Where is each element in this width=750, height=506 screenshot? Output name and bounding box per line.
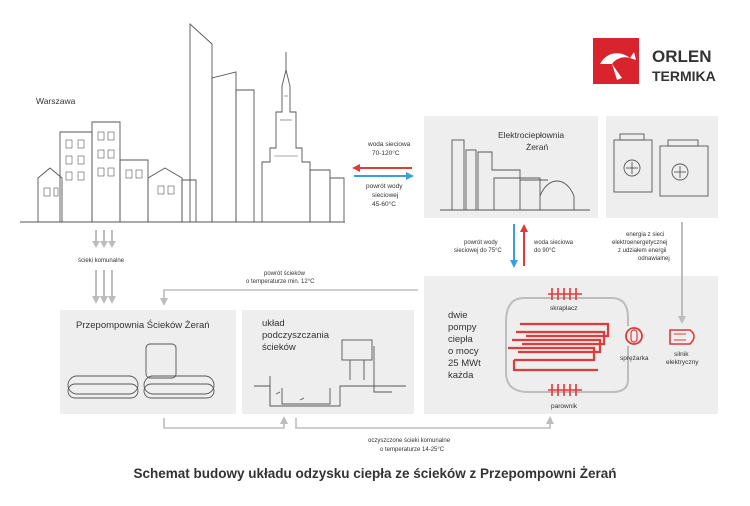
pumps-text-3: ciepła xyxy=(448,334,473,345)
city-label: Warszawa xyxy=(36,96,76,106)
pump-supply-label-2: do 90°C xyxy=(534,248,556,254)
grid-label-1: energia z sieci xyxy=(626,232,665,238)
motor-label-1: silnik xyxy=(674,351,689,358)
return-sewage-label-2: o temperaturze min. 12°C xyxy=(246,279,315,285)
orlen-logo-mark xyxy=(593,38,639,84)
treatment-title-3: ścieków xyxy=(262,342,296,353)
condenser-label: skraplacz xyxy=(550,305,578,312)
plant-title-1: Elektrociepłownia xyxy=(498,130,565,140)
pump-water-arrows xyxy=(510,224,528,268)
station-to-treatment-arrow xyxy=(164,416,288,428)
city-illustration xyxy=(20,24,345,222)
pump-return-label-2: sieciowej do 75°C xyxy=(454,248,502,254)
pumps-text-4: o mocy xyxy=(448,346,479,357)
pumps-text-2: pompy xyxy=(448,322,477,333)
treatment-title-1: układ xyxy=(262,318,285,329)
logo-sub: TERMIKA xyxy=(652,68,716,84)
pump-return-label-1: powrót wody xyxy=(464,240,498,246)
return-sewage-label-1: powrót ścieków xyxy=(264,271,306,277)
return-water-label-3: 45-60°C xyxy=(372,201,396,208)
logo-brand: ORLEN xyxy=(652,47,712,66)
grid-label-3: z udziałem energii xyxy=(618,248,667,254)
pumps-text-1: dwie xyxy=(448,310,468,321)
orlen-logo xyxy=(593,38,716,84)
network-water-arrows xyxy=(352,164,414,180)
compressor-label: sprężarka xyxy=(620,355,649,362)
motor-label-2: elektryczny xyxy=(666,359,699,366)
evaporator-label: parownik xyxy=(551,403,578,410)
diagram-title: Schemat budowy układu odzysku ciepła ze ścieków z Przepompowni Żerań xyxy=(133,466,617,481)
return-sewage-arrow xyxy=(160,290,418,306)
return-water-label-1: powrót wody xyxy=(366,183,403,190)
grid-label-4: odnawialnej xyxy=(638,256,670,262)
hot-water-label-1: woda sieciowa xyxy=(368,141,411,148)
cleaned-label-1: oczyszczone ścieki komunalne xyxy=(368,438,451,444)
grid-label-2: elektroenergetycznej xyxy=(612,240,668,246)
cleaned-label-2: o temperaturze 14-25°C xyxy=(380,447,445,453)
pumps-text-5: 25 MWt xyxy=(448,358,481,369)
sewage-arrows xyxy=(92,230,116,304)
grid-panel xyxy=(606,116,718,218)
hot-water-label-2: 70-120°C xyxy=(372,150,400,157)
station-title: Przepompownia Ścieków Żerań xyxy=(76,320,210,331)
sewage-label: ścieki komunalne xyxy=(78,258,125,264)
pumps-text-6: każda xyxy=(448,370,474,381)
plant-title-2: Żerań xyxy=(526,142,549,152)
pump-supply-label-1: woda sieciowa xyxy=(534,240,574,246)
treatment-title-2: podczyszczania xyxy=(262,330,330,341)
return-water-label-2: sieciowej xyxy=(372,192,399,199)
treatment-to-pump-arrow xyxy=(296,416,554,428)
